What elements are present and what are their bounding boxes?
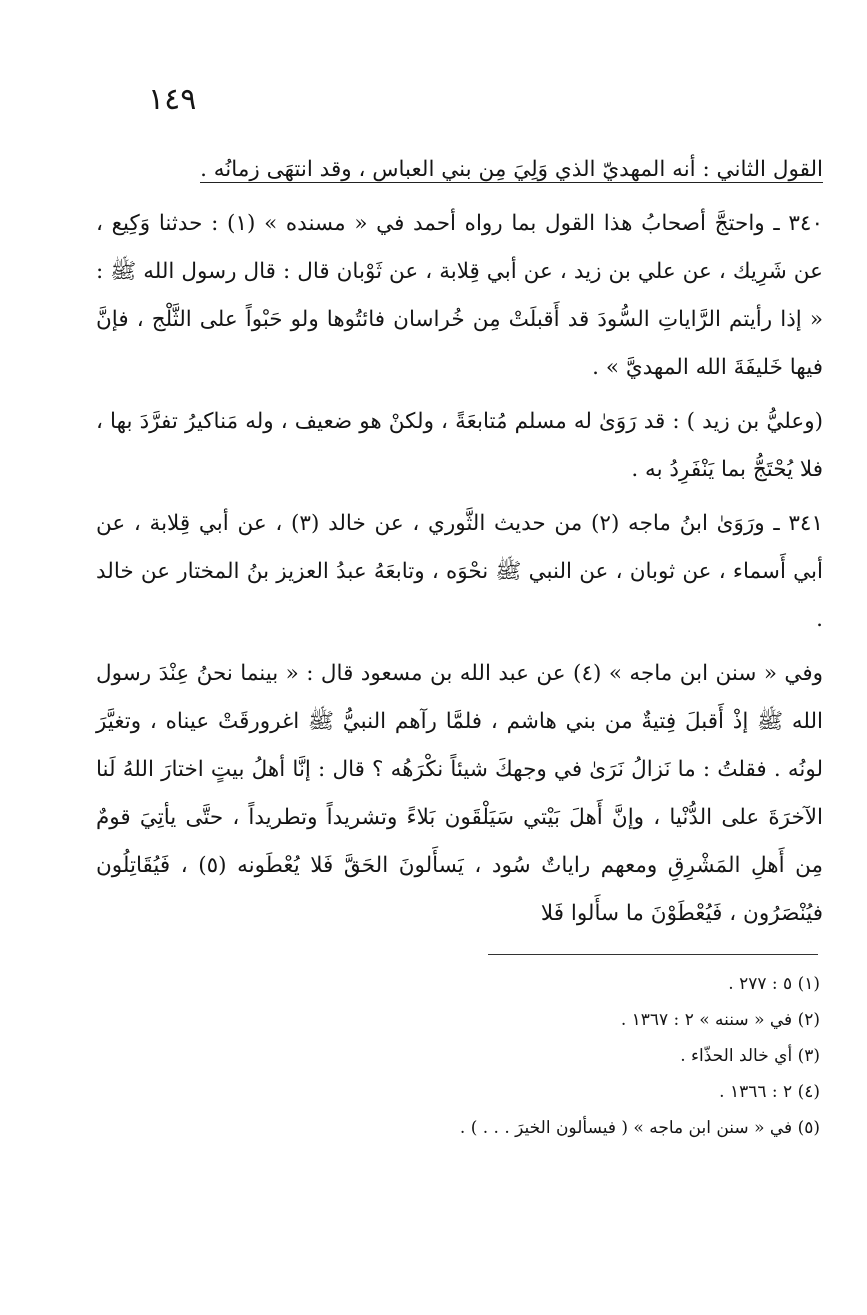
footnote-3: (٣) أي خالد الحذّاء . <box>680 1046 820 1066</box>
paragraph-hadith-341: ٣٤١ ـ ورَوَىٰ ابنُ ماجه (٢) من حديث الثَّوري ، عن خالد (٣) ، عن أبي قِلابة ، عن أبي أَسماء ، عن ثوبان ، عن النبي ﷺ نحْوَه ، وتابعَهُ عبدُ العزيز بنُ المختار عن خالد . <box>96 511 824 632</box>
footnote-5: (٥) في « سنن ابن ماجه » ( فيسألون الخيرَ . . . ) . <box>459 1118 820 1138</box>
footnote-4: (٤) ٢ : ١٣٦٦ . <box>719 1082 820 1102</box>
footnote-divider <box>488 954 818 955</box>
paragraph-text: القول الثاني : أنه المهديّ الذي وَلِيَ مِن بني العباس ، وقد انتهَى زمانُه . <box>200 157 823 182</box>
page-number: ١٤٩ <box>148 82 197 117</box>
footnote-1: (١) ٥ : ٢٧٧ . <box>728 974 820 994</box>
paragraph-hadith-340: ٣٤٠ ـ واحتجَّ أصحابُ هذا القول بما رواه أحمد في « مسنده » (١) : حدثنا وَكِيع ، عن شَرِيك ، عن علي بن زيد ، عن أبي قِلابة ، عن ثَوْبان قال : قال رسول الله ﷺ : « إذا رأيتم الرَّاياتِ السُّودَ قد أَقبلَتْ مِن خُراسان فائتُوها ولو حَبْواً على الثَّلْج ، فإنَّ فيها خَليفَةَ الله المهديَّ » . <box>96 211 823 380</box>
footnote-2: (٢) في « سننه » ٢ : ١٣٦٧ . <box>620 1010 820 1030</box>
paragraph-ibn-majah: وفي « سنن ابن ماجه » (٤) عن عبد الله بن مسعود قال : « بينما نحنُ عِنْدَ رسول الله ﷺ إذْ أَقبلَ فِتيةٌ من بني هاشم ، فلمَّا رآهم النبيُّ ﷺ اغرورقَتْ عيناه ، وتغيَّرَ لونُه . فقلتُ : ما نَزالُ نَرَىٰ في وجهكَ شيئاً نكْرَهُه ؟ قال : إنَّا أهلُ بيتٍ اختارَ اللهُ لَنا الآخرَةَ على الدُّنْيا ، وإنَّ أَهلَ بَيْتي سَيَلْقَون بَلاءً وتشريداً وتطريداً ، حتَّى يأتِيَ قومٌ مِن أَهلِ المَشْرِقِ ومعهم راياتٌ سُود ، يَسأَلونَ الحَقَّ فَلا يُعْطَونه (٥) ، فَيُقَاتِلُون فيُنْصَرُون ، فَيُعْطَوْنَ ما سأَلوا فَلا <box>96 661 824 926</box>
paragraph-heading <box>96 146 823 194</box>
paragraph-comment: (وعليُّ بن زيد ) : قد رَوَىٰ له مسلم مُتابعَةً ، ولكنْ هو ضعيف ، وله مَناكيرُ تفرَّدَ بها ، فلا يُحْتَجُّ بما يَنْفَرِدُ به . <box>96 409 823 482</box>
footnotes <box>200 966 820 1146</box>
main-text <box>96 146 823 944</box>
